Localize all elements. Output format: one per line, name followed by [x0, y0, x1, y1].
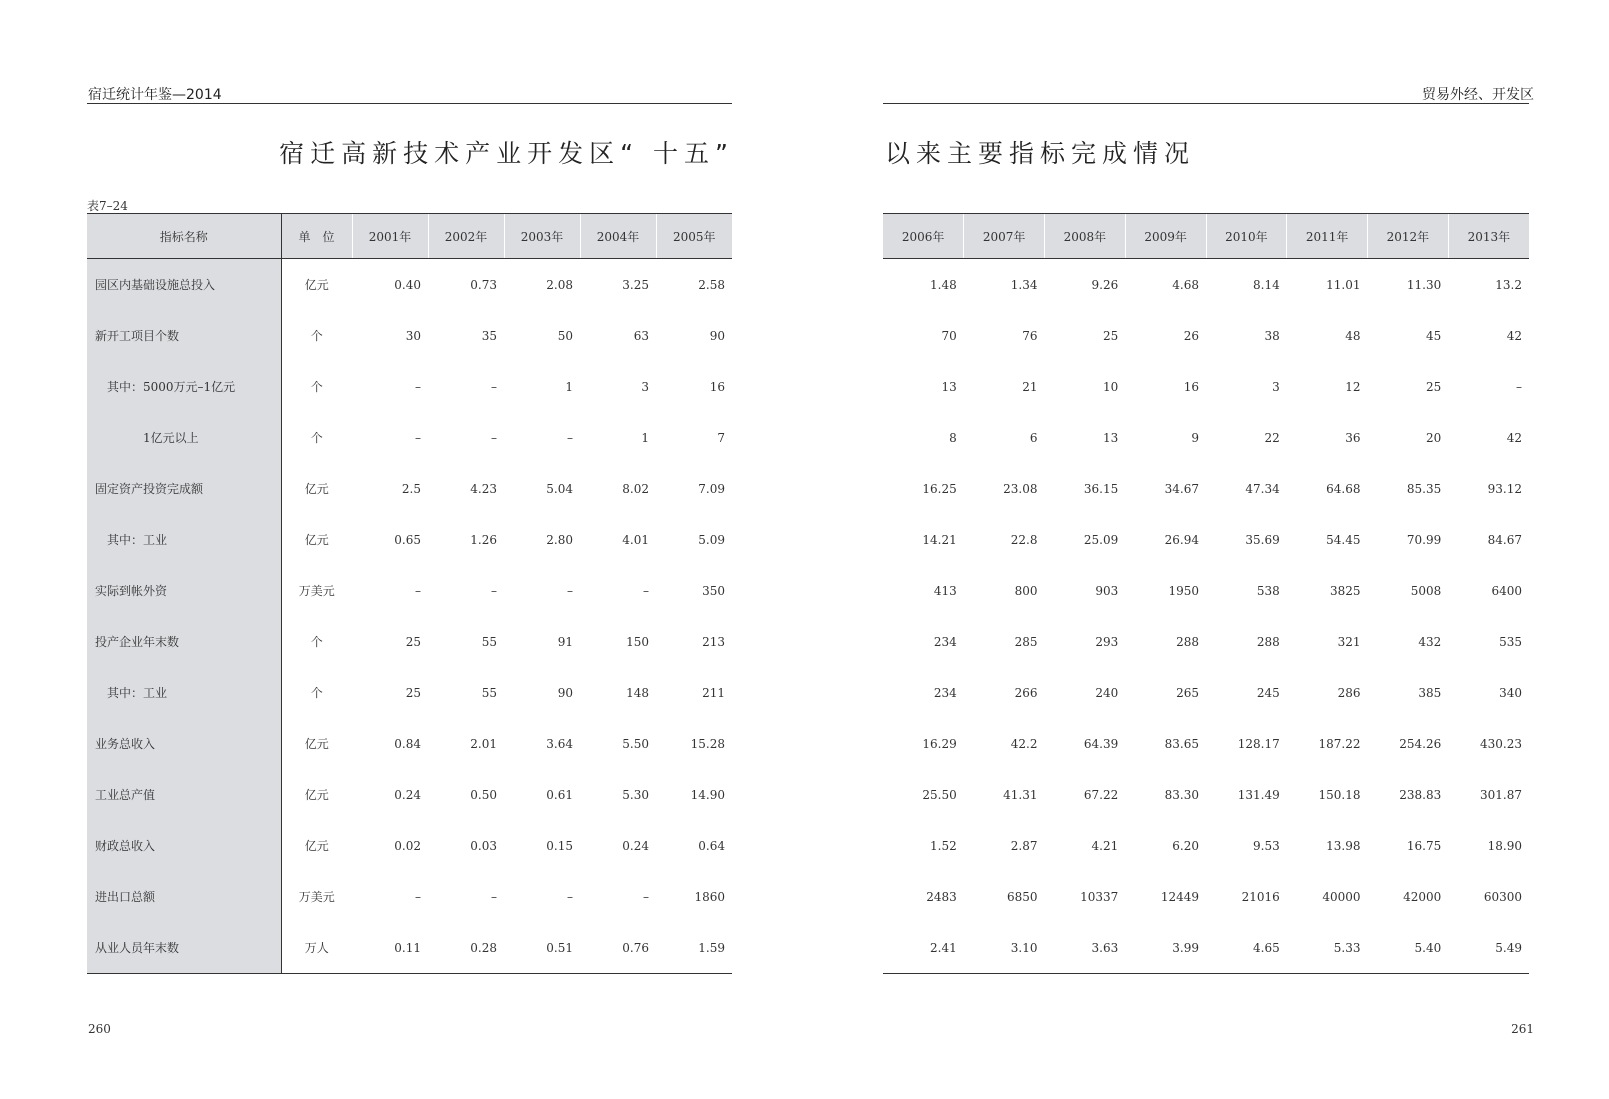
- value-cell: 16: [1183, 379, 1199, 394]
- value-cell: 5.09: [698, 532, 725, 547]
- unit-cell: 万美元: [298, 890, 335, 904]
- table-row: [87, 922, 732, 974]
- value-cell: 70: [941, 328, 957, 343]
- indicator-name-cell: 其中：工业: [87, 667, 281, 718]
- indicator-name-cell: 实际到帐外资: [87, 565, 281, 616]
- value-cell: 18.90: [1487, 838, 1522, 853]
- value-cell: 42.2: [1010, 736, 1038, 751]
- value-cell: 4.68: [1172, 277, 1199, 292]
- value-cell: 41.31: [1003, 787, 1038, 802]
- value-cell: 25.09: [1083, 532, 1119, 547]
- column-header-year: 2007年: [964, 214, 1045, 259]
- table-row: [883, 667, 1529, 718]
- value-cell: 266: [1014, 685, 1038, 700]
- table-row: [883, 820, 1529, 871]
- value-cell: 13.98: [1326, 838, 1361, 853]
- table-row: [87, 667, 732, 718]
- value-cell: 2.01: [470, 736, 497, 751]
- table-row: [87, 412, 732, 463]
- value-cell: –: [567, 889, 573, 904]
- value-cell: 5.04: [546, 481, 573, 496]
- table-row: [883, 871, 1529, 922]
- table-row: [87, 310, 732, 361]
- indicator-name-cell: 投产企业年末数: [87, 616, 281, 667]
- value-cell: 2.08: [546, 277, 573, 292]
- value-cell: 7: [717, 430, 725, 445]
- value-cell: 0.40: [394, 277, 421, 292]
- value-cell: –: [567, 430, 573, 445]
- value-cell: 14.21: [922, 532, 957, 547]
- value-cell: 3.10: [964, 922, 1045, 974]
- value-cell: 36.15: [1083, 481, 1119, 496]
- table-row: [87, 514, 732, 565]
- column-header-year: 2011年: [1287, 214, 1368, 259]
- value-cell: 20: [1425, 430, 1442, 445]
- table-header-row: [87, 214, 732, 259]
- value-cell: 55: [481, 685, 497, 700]
- value-cell: 6.20: [1172, 838, 1199, 853]
- value-cell: 5.33: [1287, 922, 1368, 974]
- value-cell: 30: [405, 328, 421, 343]
- value-cell: 0.11: [352, 922, 428, 974]
- value-cell: 13.2: [1495, 277, 1522, 292]
- value-cell: 0.51: [504, 922, 580, 974]
- value-cell: 14.90: [690, 787, 725, 802]
- column-header-year: 2002年: [428, 214, 504, 259]
- column-header-year: 2004年: [580, 214, 656, 259]
- value-cell: 2.5: [401, 481, 421, 496]
- value-cell: 2483: [926, 889, 957, 904]
- value-cell: 11.01: [1326, 277, 1361, 292]
- value-cell: 234: [933, 685, 957, 700]
- value-cell: 16: [709, 379, 725, 394]
- value-cell: 0.73: [470, 277, 497, 292]
- unit-cell: 万人: [281, 922, 352, 974]
- value-cell: 288: [1256, 634, 1280, 649]
- value-cell: –: [491, 889, 497, 904]
- table-row: [87, 871, 732, 922]
- value-cell: 0.15: [546, 838, 573, 853]
- column-header-year: 2009年: [1125, 214, 1206, 259]
- value-cell: 385: [1418, 685, 1442, 700]
- table-number: 表7–24: [87, 199, 128, 213]
- value-cell: 128.17: [1237, 736, 1280, 751]
- value-cell: 45: [1425, 328, 1442, 343]
- column-header-year: 2013年: [1448, 214, 1529, 259]
- unit-cell: 亿元: [304, 482, 329, 496]
- value-cell: 0.24: [622, 838, 649, 853]
- value-cell: 0.02: [394, 838, 421, 853]
- value-cell: –: [415, 379, 421, 394]
- value-cell: 26.94: [1164, 532, 1199, 547]
- table-row: [87, 718, 732, 769]
- value-cell: 148: [626, 685, 649, 700]
- value-cell: 0.24: [394, 787, 421, 802]
- value-cell: –: [415, 583, 421, 598]
- value-cell: 25: [1102, 328, 1119, 343]
- value-cell: 48: [1345, 328, 1361, 343]
- indicator-name-cell: 业务总收入: [87, 718, 281, 769]
- value-cell: 538: [1256, 583, 1280, 598]
- page-number-left: 260: [88, 1022, 111, 1036]
- column-header-year: 2005年: [656, 214, 732, 259]
- table-row: [883, 361, 1529, 412]
- value-cell: 3825: [1329, 583, 1361, 598]
- value-cell: 265: [1176, 685, 1199, 700]
- table-row: [883, 514, 1529, 565]
- value-cell: 4.21: [1091, 838, 1119, 853]
- value-cell: 6400: [1491, 583, 1522, 598]
- unit-cell: 个: [310, 635, 323, 649]
- table-left-page: [87, 213, 732, 974]
- value-cell: 35.69: [1245, 532, 1280, 547]
- value-cell: 10: [1102, 379, 1119, 394]
- value-cell: 21: [1022, 379, 1038, 394]
- running-header-right: 贸易外经、开发区: [1422, 87, 1534, 103]
- value-cell: –: [643, 889, 649, 904]
- value-cell: 321: [1337, 634, 1361, 649]
- value-cell: 42000: [1403, 889, 1442, 904]
- value-cell: 301.87: [1480, 787, 1522, 802]
- table-row: [883, 310, 1529, 361]
- value-cell: 16.25: [922, 481, 957, 496]
- value-cell: 0.76: [580, 922, 656, 974]
- value-cell: 3.63: [1045, 922, 1126, 974]
- value-cell: 22: [1264, 430, 1280, 445]
- value-cell: 40000: [1322, 889, 1361, 904]
- table-row: [87, 259, 732, 311]
- value-cell: 8: [949, 430, 957, 445]
- value-cell: 350: [702, 583, 725, 598]
- running-header-left: 宿迁统计年鉴—2014: [88, 87, 222, 103]
- value-cell: 0.28: [428, 922, 504, 974]
- value-cell: 5008: [1410, 583, 1442, 598]
- value-cell: 4.23: [470, 481, 497, 496]
- indicator-name-cell: 园区内基础设施总投入: [87, 259, 281, 311]
- unit-cell: 亿元: [304, 839, 329, 853]
- value-cell: 5.40: [1368, 922, 1449, 974]
- value-cell: 0.84: [394, 736, 421, 751]
- header-rule-left: [87, 103, 732, 104]
- header-rule-right: [883, 103, 1529, 104]
- value-cell: 85.35: [1406, 481, 1442, 496]
- value-cell: 0.50: [470, 787, 497, 802]
- value-cell: 67.22: [1083, 787, 1119, 802]
- value-cell: 2.41: [883, 922, 964, 974]
- column-header-year: 2012年: [1368, 214, 1449, 259]
- value-cell: 286: [1337, 685, 1361, 700]
- value-cell: 83.30: [1164, 787, 1199, 802]
- table-row: [883, 718, 1529, 769]
- page-number-right: 261: [1511, 1022, 1534, 1036]
- unit-cell: 万美元: [298, 584, 335, 598]
- value-cell: 238.83: [1399, 787, 1442, 802]
- value-cell: 13: [941, 379, 957, 394]
- table-row: [87, 361, 732, 412]
- value-cell: 42: [1506, 328, 1522, 343]
- value-cell: 16.75: [1406, 838, 1442, 853]
- value-cell: 1.34: [1010, 277, 1038, 292]
- value-cell: 4.65: [1206, 922, 1287, 974]
- value-cell: 13: [1102, 430, 1119, 445]
- value-cell: 0.61: [546, 787, 573, 802]
- value-cell: 70.99: [1406, 532, 1442, 547]
- value-cell: 8.14: [1253, 277, 1280, 292]
- value-cell: –: [491, 583, 497, 598]
- column-header-name: 指标名称: [87, 214, 281, 259]
- indicator-name-cell: 其中：5000万元–1亿元: [87, 361, 281, 412]
- value-cell: 2.87: [1010, 838, 1038, 853]
- value-cell: 63: [633, 328, 649, 343]
- page-title-left: 宿迁高新技术产业开发区“ 十五”: [279, 139, 734, 168]
- table-row: [883, 463, 1529, 514]
- value-cell: 187.22: [1318, 736, 1361, 751]
- value-cell: 42: [1506, 430, 1522, 445]
- indicator-name-cell: 财政总收入: [87, 820, 281, 871]
- value-cell: 288: [1176, 634, 1199, 649]
- value-cell: 2.58: [698, 277, 725, 292]
- value-cell: 15.28: [690, 736, 725, 751]
- value-cell: 38: [1264, 328, 1280, 343]
- table-row: [87, 565, 732, 616]
- value-cell: 0.03: [470, 838, 497, 853]
- unit-cell: 个: [310, 329, 323, 343]
- value-cell: 5.50: [622, 736, 649, 751]
- value-cell: 2.80: [546, 532, 573, 547]
- value-cell: 150.18: [1318, 787, 1361, 802]
- value-cell: 22.8: [1010, 532, 1038, 547]
- page-title-right: 以来主要指标完成情况: [885, 139, 1196, 168]
- value-cell: 91: [557, 634, 573, 649]
- value-cell: 3: [641, 379, 649, 394]
- value-cell: 3: [1272, 379, 1280, 394]
- value-cell: 90: [557, 685, 573, 700]
- table-row: [883, 412, 1529, 463]
- value-cell: –: [491, 430, 497, 445]
- value-cell: 240: [1095, 685, 1119, 700]
- value-cell: 7.09: [698, 481, 725, 496]
- table-header-row: [883, 214, 1529, 259]
- indicator-name-cell: 从业人员年末数: [87, 922, 281, 974]
- value-cell: 10337: [1080, 889, 1119, 904]
- indicator-name-cell: 新开工项目个数: [87, 310, 281, 361]
- value-cell: 6: [1029, 430, 1038, 445]
- column-header-year: 2003年: [504, 214, 580, 259]
- value-cell: –: [643, 583, 649, 598]
- value-cell: 23.08: [1003, 481, 1038, 496]
- indicator-name-cell: 工业总产值: [87, 769, 281, 820]
- value-cell: 1: [565, 379, 573, 394]
- value-cell: 5.49: [1448, 922, 1529, 974]
- value-cell: 800: [1014, 583, 1038, 598]
- value-cell: 1950: [1168, 583, 1199, 598]
- value-cell: 245: [1256, 685, 1280, 700]
- value-cell: 25: [1425, 379, 1442, 394]
- table-row: [87, 769, 732, 820]
- value-cell: 4.01: [622, 532, 649, 547]
- value-cell: 25: [405, 685, 421, 700]
- value-cell: 285: [1014, 634, 1038, 649]
- value-cell: 0.64: [698, 838, 725, 853]
- table-row: [87, 616, 732, 667]
- column-header-year: 2010年: [1206, 214, 1287, 259]
- value-cell: 90: [709, 328, 725, 343]
- indicator-name-cell: 1亿元以上: [87, 412, 281, 463]
- value-cell: 1.59: [656, 922, 732, 974]
- value-cell: 76: [1022, 328, 1038, 343]
- value-cell: 3.99: [1125, 922, 1206, 974]
- table-row: [883, 565, 1529, 616]
- value-cell: 84.67: [1487, 532, 1522, 547]
- table-right-page: [883, 213, 1529, 974]
- table-row: [883, 922, 1529, 974]
- value-cell: 26: [1183, 328, 1199, 343]
- unit-cell: 亿元: [304, 278, 329, 292]
- column-header-year: 2008年: [1045, 214, 1126, 259]
- value-cell: 150: [626, 634, 649, 649]
- value-cell: –: [567, 583, 573, 598]
- unit-cell: 个: [310, 431, 323, 445]
- table-row: [883, 616, 1529, 667]
- value-cell: 3.25: [622, 277, 649, 292]
- value-cell: 413: [933, 583, 957, 598]
- indicator-name-cell: 其中：工业: [87, 514, 281, 565]
- value-cell: 1860: [694, 889, 725, 904]
- value-cell: 0.65: [394, 532, 421, 547]
- value-cell: 6850: [1006, 889, 1038, 904]
- value-cell: 5.30: [622, 787, 649, 802]
- table-row: [883, 769, 1529, 820]
- value-cell: 83.65: [1164, 736, 1199, 751]
- unit-cell: 个: [310, 380, 323, 394]
- value-cell: 234: [933, 634, 957, 649]
- value-cell: 64.39: [1083, 736, 1119, 751]
- value-cell: 93.12: [1487, 481, 1522, 496]
- column-header-year: 2006年: [883, 214, 964, 259]
- value-cell: 21016: [1241, 889, 1280, 904]
- value-cell: 25: [405, 634, 421, 649]
- value-cell: 11.30: [1406, 277, 1442, 292]
- value-cell: 340: [1499, 685, 1522, 700]
- value-cell: 55: [481, 634, 497, 649]
- column-header-year: 2001年: [352, 214, 428, 259]
- value-cell: 432: [1418, 634, 1442, 649]
- value-cell: –: [1516, 379, 1522, 394]
- indicator-name-cell: 固定资产投资完成额: [87, 463, 281, 514]
- unit-cell: 亿元: [304, 737, 329, 751]
- value-cell: 1.52: [930, 838, 957, 853]
- value-cell: 903: [1095, 583, 1119, 598]
- column-header-unit: 单 位: [281, 214, 352, 259]
- value-cell: 35: [481, 328, 497, 343]
- unit-cell: 亿元: [304, 788, 329, 802]
- value-cell: 430.23: [1480, 736, 1522, 751]
- value-cell: –: [491, 379, 497, 394]
- value-cell: 9.26: [1091, 277, 1119, 292]
- value-cell: 12: [1345, 379, 1361, 394]
- value-cell: 50: [557, 328, 573, 343]
- value-cell: 9.53: [1253, 838, 1280, 853]
- value-cell: 25.50: [922, 787, 957, 802]
- table-row: [883, 259, 1529, 311]
- value-cell: –: [415, 430, 421, 445]
- indicator-name-cell: 进出口总额: [87, 871, 281, 922]
- table-row: [87, 820, 732, 871]
- value-cell: 1.48: [930, 277, 957, 292]
- value-cell: 34.67: [1164, 481, 1199, 496]
- value-cell: 1.26: [470, 532, 497, 547]
- value-cell: 3.64: [546, 736, 573, 751]
- table-row: [87, 463, 732, 514]
- value-cell: 8.02: [622, 481, 649, 496]
- value-cell: 535: [1499, 634, 1522, 649]
- value-cell: 36: [1345, 430, 1361, 445]
- value-cell: –: [415, 889, 421, 904]
- value-cell: 64.68: [1326, 481, 1361, 496]
- value-cell: 9: [1191, 430, 1199, 445]
- value-cell: 12449: [1160, 889, 1199, 904]
- value-cell: 1: [641, 430, 649, 445]
- value-cell: 213: [702, 634, 725, 649]
- value-cell: 47.34: [1245, 481, 1280, 496]
- value-cell: 60300: [1483, 889, 1522, 904]
- value-cell: 16.29: [922, 736, 957, 751]
- unit-cell: 个: [310, 686, 323, 700]
- value-cell: 293: [1095, 634, 1119, 649]
- value-cell: 54.45: [1326, 532, 1361, 547]
- value-cell: 254.26: [1399, 736, 1442, 751]
- value-cell: 131.49: [1237, 787, 1280, 802]
- unit-cell: 亿元: [304, 533, 329, 547]
- value-cell: 211: [702, 685, 725, 700]
